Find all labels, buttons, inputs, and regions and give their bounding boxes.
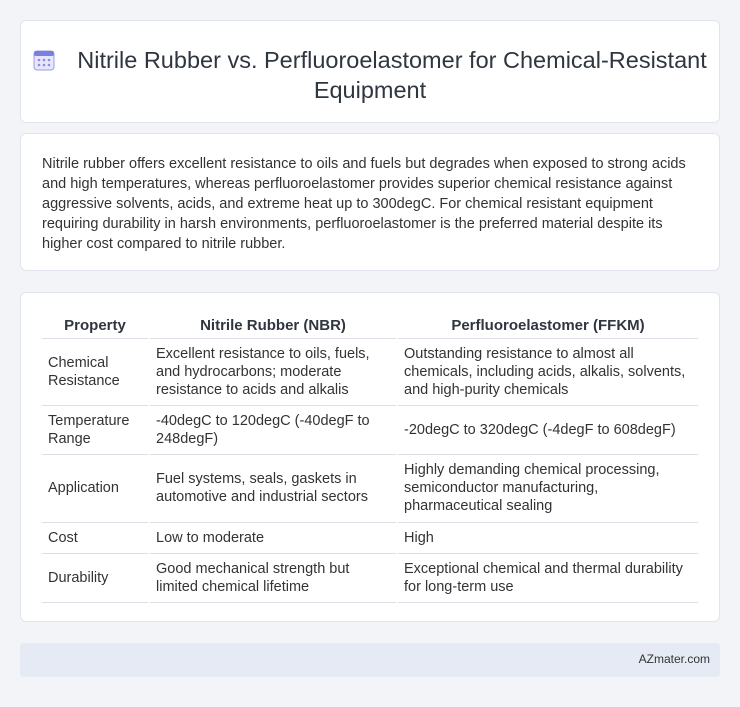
table-row	[42, 405, 698, 454]
row-perfluoro-value: Exceptional chemical and thermal durability for long-term use	[397, 553, 698, 602]
row-property: Durability	[42, 553, 149, 602]
comparison-table-card	[20, 292, 720, 622]
calendar-icon	[33, 48, 55, 70]
page-title: Nitrile Rubber vs. Perfluoroelastomer for Chemical-Resistant Equipment	[77, 47, 707, 103]
footer-bar	[20, 643, 720, 677]
row-property: Application	[42, 454, 149, 522]
row-nitrile-value: Fuel systems, seals, gaskets in automotive and industrial sectors	[149, 454, 397, 522]
row-perfluoro-value: Outstanding resistance to almost all chemicals, including acids, alkalis, solvents, and high-purity chemicals	[397, 338, 698, 405]
table-header-row	[42, 313, 698, 338]
row-property: Temperature Range	[42, 405, 149, 454]
footer-site-link[interactable]: AZmater.com	[638, 652, 710, 666]
row-nitrile-value: Excellent resistance to oils, fuels, and hydrocarbons; moderate resistance to acids and alkalis	[149, 338, 397, 405]
header-nitrile: Nitrile Rubber (NBR)	[149, 313, 397, 338]
comparison-table	[42, 313, 698, 603]
header-perfluoro: Perfluoroelastomer (FFKM)	[397, 313, 698, 338]
row-perfluoro-value: -20degC to 320degC (-4degF to 608degF)	[397, 405, 698, 454]
table-row	[42, 522, 698, 553]
row-property: Chemical Resistance	[42, 338, 149, 405]
row-perfluoro-value: High	[397, 522, 698, 553]
row-property: Cost	[42, 522, 149, 553]
summary-text: Nitrile rubber offers excellent resistance to oils and fuels but degrades when exposed to strong acids and high temperatures, whereas perfluoroelastomer provides superior chemical resistance against aggressive solvents, acids, and extreme heat up to 300degC. For chemical resistant equipment requiring durability in harsh environments, perfluoroelastomer is the preferred material despite its higher cost compared to nitrile rubber.	[42, 156, 686, 252]
table-row	[42, 454, 698, 522]
table-row	[42, 553, 698, 602]
row-perfluoro-value: Highly demanding chemical processing, semiconductor manufacturing, pharmaceutical sealing	[397, 454, 698, 522]
header-property: Property	[42, 313, 149, 338]
row-nitrile-value: -40degC to 120degC (-40degF to 248degF)	[149, 405, 397, 454]
table-row	[42, 338, 698, 405]
summary-card	[20, 133, 720, 271]
row-nitrile-value: Good mechanical strength but limited chemical lifetime	[149, 553, 397, 602]
row-nitrile-value: Low to moderate	[149, 522, 397, 553]
title-card	[20, 20, 720, 123]
page-title-wrap	[21, 45, 719, 105]
